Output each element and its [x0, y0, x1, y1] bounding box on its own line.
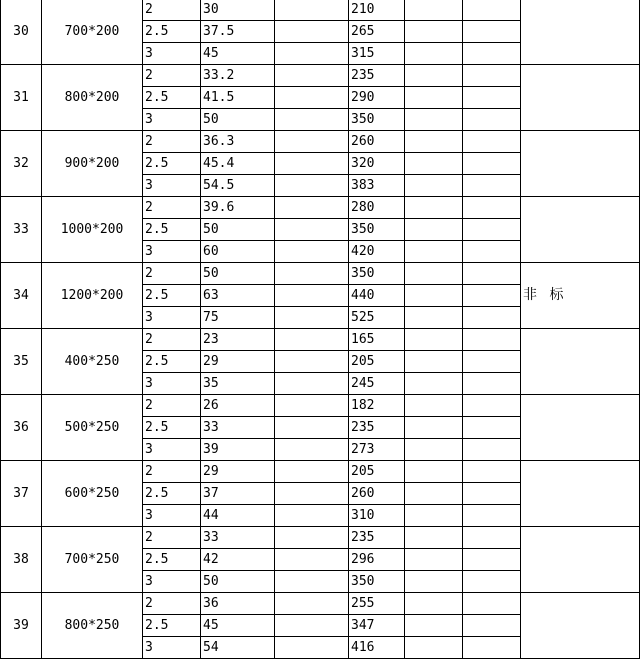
empty-cell[interactable]	[463, 549, 521, 571]
empty-cell[interactable]	[405, 593, 463, 615]
size-cell[interactable]: 800*250	[42, 593, 143, 659]
table-row	[1, 197, 640, 219]
empty-cell[interactable]	[405, 439, 463, 461]
weight-cell[interactable]: 33	[201, 417, 275, 439]
thickness-cell[interactable]: 3	[143, 505, 201, 527]
empty-cell[interactable]	[463, 593, 521, 615]
table-row	[1, 329, 640, 351]
thickness-cell[interactable]: 2	[143, 527, 201, 549]
price-cell[interactable]: 525	[349, 307, 405, 329]
empty-cell[interactable]	[275, 153, 349, 175]
remark-cell[interactable]	[521, 461, 640, 527]
weight-cell[interactable]: 50	[201, 263, 275, 285]
empty-cell[interactable]	[405, 175, 463, 197]
empty-cell[interactable]	[405, 373, 463, 395]
price-cell[interactable]: 320	[349, 153, 405, 175]
empty-cell[interactable]	[405, 417, 463, 439]
empty-cell[interactable]	[275, 241, 349, 263]
table-row	[1, 65, 640, 87]
price-cell[interactable]: 273	[349, 439, 405, 461]
weight-cell[interactable]: 50	[201, 219, 275, 241]
price-cell[interactable]: 350	[349, 219, 405, 241]
size-cell[interactable]: 1000*200	[42, 197, 143, 263]
item-number-cell[interactable]: 33	[1, 197, 42, 263]
empty-cell[interactable]	[463, 329, 521, 351]
weight-cell[interactable]: 26	[201, 395, 275, 417]
weight-cell[interactable]: 44	[201, 505, 275, 527]
empty-cell[interactable]	[275, 0, 349, 21]
empty-cell[interactable]	[275, 219, 349, 241]
empty-cell[interactable]	[275, 263, 349, 285]
price-cell[interactable]: 205	[349, 461, 405, 483]
empty-cell[interactable]	[275, 593, 349, 615]
empty-cell[interactable]	[463, 87, 521, 109]
weight-cell[interactable]: 54	[201, 637, 275, 659]
empty-cell[interactable]	[275, 43, 349, 65]
empty-cell[interactable]	[405, 395, 463, 417]
price-cell[interactable]: 265	[349, 21, 405, 43]
size-cell[interactable]: 700*200	[42, 0, 143, 65]
empty-cell[interactable]	[405, 153, 463, 175]
empty-cell[interactable]	[463, 395, 521, 417]
price-cell[interactable]: 350	[349, 571, 405, 593]
price-cell[interactable]: 290	[349, 87, 405, 109]
empty-cell[interactable]	[463, 285, 521, 307]
thickness-cell[interactable]: 2.5	[143, 285, 201, 307]
price-cell[interactable]: 280	[349, 197, 405, 219]
weight-cell[interactable]: 50	[201, 571, 275, 593]
thickness-cell[interactable]: 2.5	[143, 87, 201, 109]
empty-cell[interactable]	[275, 109, 349, 131]
table-row	[1, 527, 640, 549]
empty-cell[interactable]	[463, 373, 521, 395]
thickness-cell[interactable]: 3	[143, 175, 201, 197]
empty-cell[interactable]	[275, 87, 349, 109]
thickness-cell[interactable]: 2	[143, 0, 201, 21]
thickness-cell[interactable]: 2.5	[143, 483, 201, 505]
table-row	[1, 131, 640, 153]
empty-cell[interactable]	[463, 153, 521, 175]
empty-cell[interactable]	[463, 219, 521, 241]
empty-cell[interactable]	[275, 175, 349, 197]
thickness-cell[interactable]: 2.5	[143, 21, 201, 43]
price-cell[interactable]: 310	[349, 505, 405, 527]
empty-cell[interactable]	[275, 21, 349, 43]
empty-cell[interactable]	[275, 549, 349, 571]
empty-cell[interactable]	[405, 307, 463, 329]
empty-cell[interactable]	[405, 109, 463, 131]
weight-cell[interactable]: 36	[201, 593, 275, 615]
remark-cell[interactable]	[521, 593, 640, 659]
weight-cell[interactable]: 41.5	[201, 87, 275, 109]
thickness-cell[interactable]: 3	[143, 109, 201, 131]
empty-cell[interactable]	[405, 285, 463, 307]
weight-cell[interactable]: 75	[201, 307, 275, 329]
thickness-cell[interactable]: 2	[143, 263, 201, 285]
weight-cell[interactable]: 39	[201, 439, 275, 461]
weight-cell[interactable]: 45	[201, 43, 275, 65]
weight-cell[interactable]: 37.5	[201, 21, 275, 43]
table-row	[1, 593, 640, 615]
price-cell[interactable]: 210	[349, 0, 405, 21]
empty-cell[interactable]	[463, 175, 521, 197]
item-number-cell[interactable]: 32	[1, 131, 42, 197]
thickness-cell[interactable]: 2	[143, 593, 201, 615]
empty-cell[interactable]	[463, 461, 521, 483]
price-cell[interactable]: 296	[349, 549, 405, 571]
weight-cell[interactable]: 33	[201, 527, 275, 549]
empty-cell[interactable]	[275, 395, 349, 417]
item-number-cell[interactable]: 36	[1, 395, 42, 461]
size-cell[interactable]: 900*200	[42, 131, 143, 197]
weight-cell[interactable]: 60	[201, 241, 275, 263]
price-cell[interactable]: 165	[349, 329, 405, 351]
empty-cell[interactable]	[463, 571, 521, 593]
weight-cell[interactable]: 30	[201, 0, 275, 21]
weight-cell[interactable]: 29	[201, 461, 275, 483]
empty-cell[interactable]	[463, 351, 521, 373]
table-row	[1, 263, 640, 285]
empty-cell[interactable]	[275, 131, 349, 153]
empty-cell[interactable]	[463, 483, 521, 505]
empty-cell[interactable]	[275, 571, 349, 593]
remark-cell[interactable]	[521, 527, 640, 593]
empty-cell[interactable]	[405, 571, 463, 593]
empty-cell[interactable]	[275, 417, 349, 439]
thickness-cell[interactable]: 2	[143, 65, 201, 87]
thickness-cell[interactable]: 2	[143, 131, 201, 153]
size-cell[interactable]: 800*200	[42, 65, 143, 131]
remark-cell[interactable]	[521, 65, 640, 131]
weight-cell[interactable]: 36.3	[201, 131, 275, 153]
empty-cell[interactable]	[463, 615, 521, 637]
weight-cell[interactable]: 29	[201, 351, 275, 373]
price-cell[interactable]: 255	[349, 593, 405, 615]
price-cell[interactable]: 235	[349, 65, 405, 87]
empty-cell[interactable]	[405, 131, 463, 153]
thickness-cell[interactable]: 2.5	[143, 417, 201, 439]
empty-cell[interactable]	[405, 197, 463, 219]
empty-cell[interactable]	[463, 65, 521, 87]
empty-cell[interactable]	[405, 43, 463, 65]
price-cell[interactable]: 205	[349, 351, 405, 373]
item-number-cell[interactable]: 31	[1, 65, 42, 131]
empty-cell[interactable]	[405, 0, 463, 21]
empty-cell[interactable]	[275, 637, 349, 659]
empty-cell[interactable]	[463, 417, 521, 439]
remark-cell[interactable]	[521, 329, 640, 395]
item-number-cell[interactable]: 39	[1, 593, 42, 659]
size-cell[interactable]: 700*250	[42, 527, 143, 593]
empty-cell[interactable]	[405, 615, 463, 637]
table-row	[1, 0, 640, 21]
weight-cell[interactable]: 54.5	[201, 175, 275, 197]
price-cell[interactable]: 235	[349, 417, 405, 439]
empty-cell[interactable]	[275, 351, 349, 373]
empty-cell[interactable]	[463, 263, 521, 285]
price-cell[interactable]: 350	[349, 263, 405, 285]
thickness-cell[interactable]: 2	[143, 329, 201, 351]
empty-cell[interactable]	[275, 65, 349, 87]
empty-cell[interactable]	[463, 0, 521, 21]
size-cell[interactable]: 400*250	[42, 329, 143, 395]
thickness-cell[interactable]: 2.5	[143, 153, 201, 175]
empty-cell[interactable]	[463, 21, 521, 43]
price-cell[interactable]: 350	[349, 109, 405, 131]
price-cell[interactable]: 245	[349, 373, 405, 395]
empty-cell[interactable]	[463, 505, 521, 527]
empty-cell[interactable]	[463, 131, 521, 153]
remark-cell[interactable]: 非 标	[521, 263, 640, 329]
price-cell[interactable]: 260	[349, 483, 405, 505]
weight-cell[interactable]: 35	[201, 373, 275, 395]
empty-cell[interactable]	[463, 527, 521, 549]
empty-cell[interactable]	[275, 439, 349, 461]
weight-cell[interactable]: 50	[201, 109, 275, 131]
empty-cell[interactable]	[405, 637, 463, 659]
thickness-cell[interactable]: 2.5	[143, 351, 201, 373]
thickness-cell[interactable]: 3	[143, 439, 201, 461]
empty-cell[interactable]	[405, 65, 463, 87]
price-cell[interactable]: 420	[349, 241, 405, 263]
empty-cell[interactable]	[463, 109, 521, 131]
weight-cell[interactable]: 42	[201, 549, 275, 571]
empty-cell[interactable]	[405, 241, 463, 263]
thickness-cell[interactable]: 2	[143, 395, 201, 417]
thickness-cell[interactable]: 3	[143, 571, 201, 593]
thickness-cell[interactable]: 3	[143, 43, 201, 65]
empty-cell[interactable]	[275, 527, 349, 549]
empty-cell[interactable]	[405, 87, 463, 109]
empty-cell[interactable]	[405, 461, 463, 483]
empty-cell[interactable]	[405, 527, 463, 549]
empty-cell[interactable]	[275, 329, 349, 351]
weight-cell[interactable]: 63	[201, 285, 275, 307]
empty-cell[interactable]	[405, 549, 463, 571]
empty-cell[interactable]	[275, 615, 349, 637]
empty-cell[interactable]	[275, 373, 349, 395]
thickness-cell[interactable]: 2.5	[143, 615, 201, 637]
empty-cell[interactable]	[405, 263, 463, 285]
price-cell[interactable]: 383	[349, 175, 405, 197]
empty-cell[interactable]	[463, 307, 521, 329]
size-cell[interactable]: 500*250	[42, 395, 143, 461]
empty-cell[interactable]	[275, 197, 349, 219]
empty-cell[interactable]	[405, 219, 463, 241]
remark-cell[interactable]	[521, 197, 640, 263]
empty-cell[interactable]	[463, 439, 521, 461]
price-cell[interactable]: 347	[349, 615, 405, 637]
empty-cell[interactable]	[463, 241, 521, 263]
empty-cell[interactable]	[405, 329, 463, 351]
size-cell[interactable]: 600*250	[42, 461, 143, 527]
price-cell[interactable]: 235	[349, 527, 405, 549]
thickness-cell[interactable]: 2	[143, 197, 201, 219]
weight-cell[interactable]: 45	[201, 615, 275, 637]
remark-cell[interactable]	[521, 131, 640, 197]
empty-cell[interactable]	[463, 637, 521, 659]
thickness-cell[interactable]: 2.5	[143, 549, 201, 571]
empty-cell[interactable]	[405, 483, 463, 505]
item-number-cell[interactable]: 37	[1, 461, 42, 527]
empty-cell[interactable]	[275, 307, 349, 329]
empty-cell[interactable]	[275, 285, 349, 307]
empty-cell[interactable]	[405, 351, 463, 373]
price-cell[interactable]: 440	[349, 285, 405, 307]
item-number-cell[interactable]: 38	[1, 527, 42, 593]
remark-cell[interactable]	[521, 0, 640, 65]
empty-cell[interactable]	[405, 505, 463, 527]
remark-cell[interactable]	[521, 395, 640, 461]
price-cell[interactable]: 315	[349, 43, 405, 65]
empty-cell[interactable]	[405, 21, 463, 43]
weight-cell[interactable]: 23	[201, 329, 275, 351]
weight-cell[interactable]: 37	[201, 483, 275, 505]
thickness-cell[interactable]: 3	[143, 637, 201, 659]
size-cell[interactable]: 1200*200	[42, 263, 143, 329]
price-cell[interactable]: 260	[349, 131, 405, 153]
weight-cell[interactable]: 45.4	[201, 153, 275, 175]
item-number-cell[interactable]: 34	[1, 263, 42, 329]
empty-cell[interactable]	[275, 483, 349, 505]
item-number-cell[interactable]: 35	[1, 329, 42, 395]
table-row	[1, 461, 640, 483]
thickness-cell[interactable]: 3	[143, 373, 201, 395]
empty-cell[interactable]	[463, 43, 521, 65]
price-cell[interactable]: 182	[349, 395, 405, 417]
empty-cell[interactable]	[275, 461, 349, 483]
thickness-cell[interactable]: 3	[143, 241, 201, 263]
thickness-cell[interactable]: 2.5	[143, 219, 201, 241]
thickness-cell[interactable]: 3	[143, 307, 201, 329]
empty-cell[interactable]	[463, 197, 521, 219]
table-row	[1, 395, 640, 417]
item-number-cell[interactable]: 30	[1, 0, 42, 65]
weight-cell[interactable]: 39.6	[201, 197, 275, 219]
price-cell[interactable]: 416	[349, 637, 405, 659]
empty-cell[interactable]	[275, 505, 349, 527]
weight-cell[interactable]: 33.2	[201, 65, 275, 87]
thickness-cell[interactable]: 2	[143, 461, 201, 483]
